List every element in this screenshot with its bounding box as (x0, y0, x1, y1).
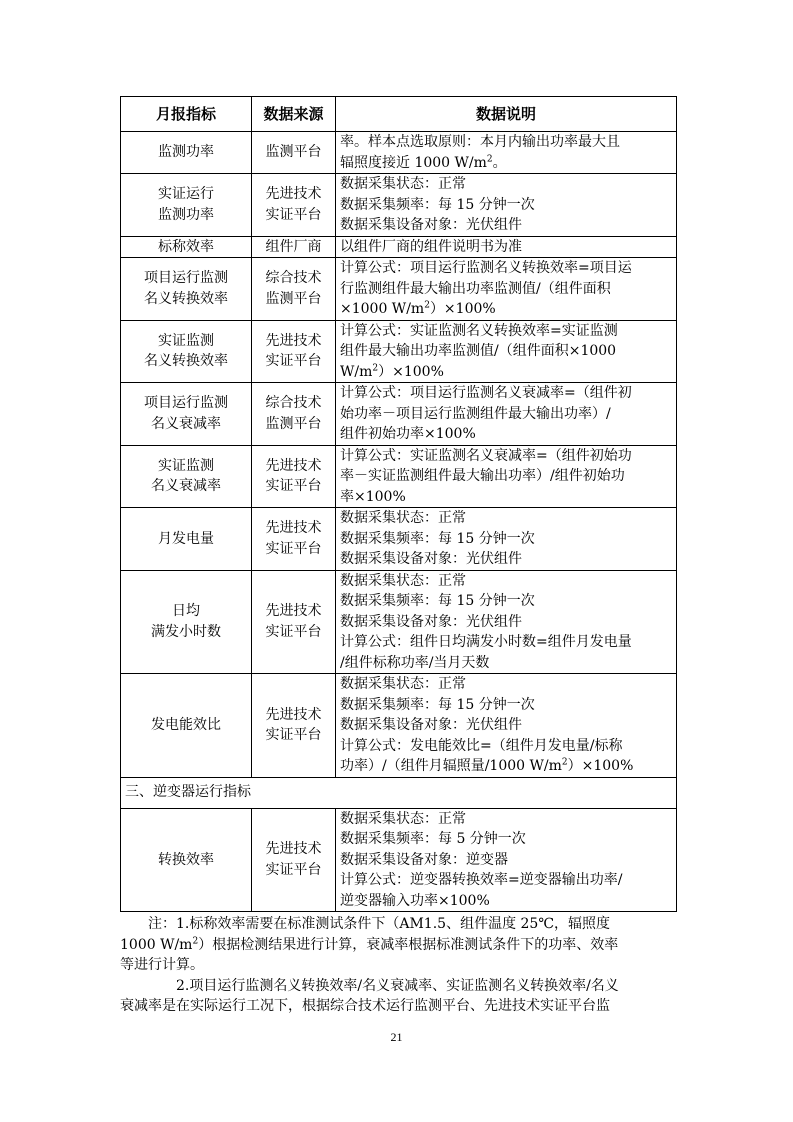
source-text: 组件厂商 (265, 238, 322, 255)
indicator-text: 月发电量 (158, 530, 214, 547)
note-line: 等进行计算。 (120, 957, 204, 973)
source-cell (252, 174, 336, 237)
indicator-cell (121, 383, 252, 446)
note-line: 衰减率是在实际运行工况下，根据综合技术运行监测平台、先进技术实证平台监 (120, 998, 610, 1014)
table-row (121, 236, 677, 258)
indicator-text: 监测功率 (158, 144, 214, 161)
description-line: 计算公式：项目运行监测名义衰减率=（组件初 (340, 385, 632, 401)
indicator-text: 转换效率 (158, 851, 214, 868)
indicator-cell (121, 132, 252, 174)
source-text: 实证平台 (265, 727, 322, 744)
description-line: 率×100% (340, 488, 406, 505)
note-line: 2.项目运行监测名义转换效率/名义衰减率、实证监测名义转换效率/名义 (176, 977, 619, 994)
description-cell (336, 320, 677, 383)
superscript: 2 (424, 300, 430, 311)
indicator-cell (121, 674, 252, 778)
indicator-text: 实证运行 (158, 186, 214, 203)
description-line: 数据采集状态：正常 (340, 176, 466, 192)
source-cell (252, 808, 336, 912)
indicator-text: 名义转换效率 (144, 353, 228, 370)
source-cell (252, 236, 336, 258)
source-cell (252, 320, 336, 383)
description-cell (336, 674, 677, 778)
superscript: 2 (486, 153, 493, 164)
source-text: 综合技术 (265, 270, 322, 287)
description-line: 数据采集设备对象：光伏组件 (340, 717, 522, 733)
indicator-text: 名义衰减率 (151, 478, 221, 495)
source-text: 监测平台 (265, 290, 322, 307)
description-line: 计算公式：发电能效比=（组件月发电量/标称 (340, 737, 623, 754)
source-cell (252, 445, 336, 508)
indicator-text: 实证监测 (158, 332, 214, 349)
table-row (121, 570, 677, 674)
description-line: 功率）/（组件月辐照量/1000 $W/m^2)\times 100\%$ (340, 757, 634, 774)
description-line: 数据采集频率：每 15 分钟一次 (340, 593, 535, 609)
indicator-cell (121, 236, 252, 258)
source-text: 先进技术 (265, 603, 322, 620)
description-line: 组件初始功率×100% (340, 426, 476, 442)
source-cell (252, 258, 336, 321)
description-line: 数据采集频率：每 15 分钟一次 (340, 196, 535, 213)
table-row (121, 258, 677, 321)
indicator-cell (121, 445, 252, 508)
table-row (121, 508, 677, 571)
source-cell (252, 674, 336, 778)
description-line: 组件最大输出功率监测值/（组件面积×1000 (340, 343, 617, 359)
description-cell (336, 570, 677, 674)
source-cell (252, 132, 336, 174)
table-row (121, 320, 677, 383)
indicator-cell (121, 808, 252, 912)
source-text: 先进技术 (265, 706, 322, 723)
section-title: 三、逆变器运行指标 (121, 777, 677, 808)
source-text: 综合技术 (265, 395, 322, 412)
source-text: 先进技术 (265, 520, 322, 537)
indicator-cell (121, 570, 252, 674)
description-line: 数据采集频率：每 15 分钟一次 (340, 696, 535, 713)
table-row (121, 174, 677, 237)
description-line: 率。样本点选取原则：本月内输出功率最大且 (340, 134, 620, 150)
table-header-row (121, 97, 677, 132)
indicator-cell (121, 258, 252, 321)
table-row (121, 132, 677, 174)
source-cell (252, 570, 336, 674)
description-line: 数据采集设备对象：光伏组件 (340, 551, 522, 567)
description-line: 计算公式：实证监测名义衰减率=（组件初始功 (340, 447, 632, 464)
source-text: 先进技术 (265, 457, 322, 474)
source-text: 实证平台 (265, 623, 322, 640)
indicator-table (120, 96, 677, 912)
indicator-cell (121, 174, 252, 237)
indicator-table-wrapper (120, 96, 676, 912)
description-cell (336, 236, 677, 258)
description-line: 数据采集设备对象：光伏组件 (340, 613, 522, 630)
indicator-text: 满发小时数 (151, 623, 221, 640)
description-line: 数据采集设备对象：光伏组件 (340, 217, 522, 233)
note-line: 1000 $W/m^2$）根据检测结果进行计算，衰减率根据标准测试条件下的功率、效率 (120, 935, 619, 953)
description-line: /组件标称功率/当月天数 (340, 654, 490, 671)
description-line: 数据采集状态：正常 (340, 572, 466, 589)
description-line: 始功率－项目运行监测组件最大输出功率）/ (340, 405, 611, 422)
indicator-text: 监测功率 (158, 206, 214, 223)
description-line: 数据采集状态：正常 (340, 810, 466, 827)
table-row (121, 808, 677, 912)
indicator-cell (121, 320, 252, 383)
source-text: 实证平台 (265, 861, 322, 878)
source-text: 监测平台 (265, 415, 322, 432)
indicator-text: 标称效率 (158, 238, 214, 255)
description-cell (336, 808, 677, 912)
description-cell (336, 258, 677, 321)
superscript: 2 (561, 757, 568, 768)
table-row (121, 445, 677, 508)
note-line: 注：1.标称效率需要在标准测试条件下（AM1.5、组件温度 25℃，辐照度 (148, 916, 610, 932)
description-line: ×1000 $W/m^2)\times 100\%$ (340, 300, 496, 317)
source-text: 先进技术 (265, 332, 322, 349)
section-row (121, 777, 677, 808)
description-line: 辐照度接近 1000 $W/m^2$。 (340, 153, 507, 171)
description-line: 计算公式：逆变器转换效率=逆变器输出功率/ (340, 872, 623, 888)
description-line: 率－实证监测组件最大输出功率）/组件初始功 (340, 468, 625, 484)
superscript: 2 (372, 362, 379, 373)
description-line: 逆变器输入功率×100% (340, 892, 490, 909)
superscript: 2 (192, 935, 199, 946)
description-cell (336, 508, 677, 571)
source-text: 实证平台 (265, 353, 322, 370)
indicator-text: 名义衰减率 (151, 415, 221, 432)
source-cell (252, 383, 336, 446)
description-line: 计算公式：项目运行监测名义转换效率=项目运 (340, 260, 632, 276)
table-row (121, 383, 677, 446)
description-cell (336, 174, 677, 237)
description-line: 数据采集状态：正常 (340, 510, 466, 526)
table-row (121, 674, 677, 778)
indicator-text: 发电能效比 (151, 717, 221, 733)
description-line: $W/m^2)\times 100\%$ (340, 362, 444, 380)
description-line: 行监测组件最大输出功率监测值/（组件面积 (340, 280, 611, 297)
source-text: 实证平台 (265, 206, 322, 223)
header-indicator: 月报指标 (121, 97, 252, 132)
table-notes (120, 914, 676, 1017)
indicator-text: 名义转换效率 (144, 290, 228, 307)
description-line: 数据采集频率：每 15 分钟一次 (340, 530, 535, 547)
indicator-text: 项目运行监测 (144, 395, 228, 412)
description-line: 数据采集状态：正常 (340, 676, 466, 692)
indicator-text: 实证监测 (158, 457, 214, 474)
header-description: 数据说明 (336, 97, 677, 132)
page-number: 21 (390, 1030, 403, 1044)
description-cell (336, 132, 677, 174)
indicator-text: 项目运行监测 (144, 270, 228, 287)
indicator-cell (121, 508, 252, 571)
source-text: 监测平台 (265, 144, 322, 161)
header-source: 数据来源 (252, 97, 336, 132)
source-text: 先进技术 (265, 841, 322, 858)
description-line: 数据采集设备对象：逆变器 (340, 851, 508, 868)
description-line: 以组件厂商的组件说明书为准 (340, 238, 522, 255)
source-text: 实证平台 (265, 478, 322, 495)
description-cell (336, 383, 677, 446)
indicator-text: 日均 (172, 603, 200, 620)
description-line: 计算公式：组件日均满发小时数=组件月发电量 (340, 634, 632, 650)
source-cell (252, 508, 336, 571)
source-text: 实证平台 (265, 540, 322, 557)
description-cell (336, 445, 677, 508)
description-line: 计算公式：实证监测名义转换效率=实证监测 (340, 322, 618, 339)
description-line: 数据采集频率：每 5 分钟一次 (340, 831, 526, 847)
source-text: 先进技术 (265, 186, 322, 203)
